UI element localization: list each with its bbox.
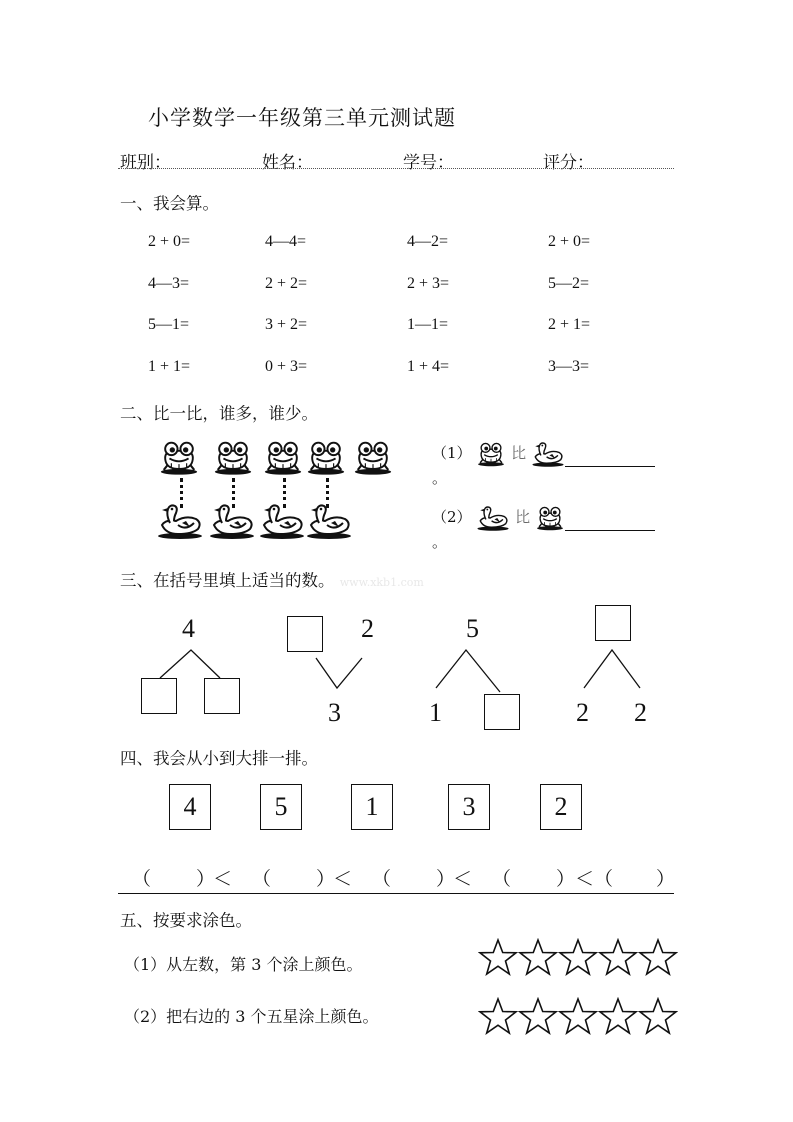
equation: 2 + 0= — [148, 233, 191, 250]
section2-heading: 二、比一比，谁多，谁少。 — [120, 404, 318, 423]
star-outline-icon[interactable] — [558, 938, 598, 976]
close-paren: ） — [656, 869, 676, 890]
frog-icon — [262, 440, 304, 475]
duck-icon — [476, 505, 510, 531]
compare-question-2 — [432, 505, 662, 551]
less-than-sign: ＜ — [575, 869, 595, 890]
order-blank[interactable] — [630, 864, 652, 884]
equation: 4—4= — [265, 233, 307, 250]
equation: 1—1= — [407, 316, 449, 333]
section3-heading — [120, 567, 424, 591]
less-than-sign: ＜ — [213, 869, 233, 890]
frog-icon — [158, 440, 200, 475]
equation: 2 + 3= — [407, 275, 450, 292]
answer-box[interactable] — [484, 694, 520, 730]
question-number: （2） — [432, 508, 472, 526]
equation: 4—2= — [407, 233, 449, 250]
order-blank[interactable] — [530, 864, 552, 884]
tree-left-number: 1 — [429, 698, 442, 727]
number-card: 4 — [169, 784, 211, 830]
equation: 2 + 1= — [548, 316, 591, 333]
open-paren: （ — [492, 869, 512, 890]
order-blank[interactable] — [410, 864, 432, 884]
tree-left-number: 2 — [576, 698, 589, 727]
star-outline-icon[interactable] — [598, 938, 638, 976]
class-label: 班别： — [120, 153, 171, 173]
tree-top-number: 4 — [182, 614, 195, 643]
duck-icon — [258, 503, 306, 539]
header-divider — [118, 168, 674, 169]
frog-icon — [305, 440, 347, 475]
star-outline-icon[interactable] — [638, 938, 678, 976]
period: 。 — [432, 469, 448, 487]
open-paren: （ — [594, 869, 614, 890]
section3-heading-text: 三、在括号里填上适当的数。 — [120, 571, 335, 590]
answer-box[interactable] — [287, 616, 323, 652]
tree-top-number: 5 — [466, 614, 479, 643]
star-outline-icon[interactable] — [518, 938, 558, 976]
open-paren: （ — [372, 869, 392, 890]
equation: 5—2= — [548, 275, 590, 292]
equation: 4—3= — [148, 275, 190, 292]
number-card: 2 — [540, 784, 582, 830]
equation: 3—3= — [548, 358, 590, 375]
answer-box[interactable] — [204, 678, 240, 714]
frog-icon — [535, 505, 565, 531]
answer-blank[interactable] — [565, 450, 655, 467]
section1-heading: 一、我会算。 — [120, 194, 219, 213]
less-than-sign: ＜ — [453, 869, 473, 890]
number-card: 3 — [448, 784, 490, 830]
compare-word: 比 — [515, 508, 531, 526]
star-row-2 — [478, 997, 678, 1035]
star-outline-icon[interactable] — [558, 997, 598, 1035]
duck-icon — [305, 503, 353, 539]
equation: 5—1= — [148, 316, 190, 333]
page-title: 小学数学一年级第三单元测试题 — [148, 106, 456, 130]
frog-icon — [212, 440, 254, 475]
compare-word: 比 — [511, 444, 527, 462]
coloring-question-1: （1）从左数，第 3 个涂上颜色。 — [124, 955, 363, 974]
equation: 1 + 1= — [148, 358, 191, 375]
close-paren: ） — [556, 869, 576, 890]
order-blank[interactable] — [290, 864, 312, 884]
name-label: 姓名： — [262, 153, 313, 173]
number-card: 5 — [260, 784, 302, 830]
score-label: 评分： — [543, 153, 594, 173]
compare-question-1 — [432, 441, 662, 487]
equation: 2 + 0= — [548, 233, 591, 250]
star-row-1 — [478, 938, 678, 976]
close-paren: ） — [196, 869, 216, 890]
frog-icon — [476, 441, 506, 467]
star-outline-icon[interactable] — [598, 997, 638, 1035]
section4-heading: 四、我会从小到大排一排。 — [120, 749, 318, 768]
star-outline-icon[interactable] — [638, 997, 678, 1035]
tree-top-number: 2 — [361, 614, 374, 643]
duck-icon — [531, 441, 565, 467]
equation: 2 + 2= — [265, 275, 308, 292]
equation: 1 + 4= — [407, 358, 450, 375]
number-card: 1 — [351, 784, 393, 830]
question-number: （1） — [432, 444, 472, 462]
tree-bottom-number: 3 — [328, 698, 341, 727]
duck-icon — [208, 503, 256, 539]
answer-box[interactable] — [141, 678, 177, 714]
answer-blank[interactable] — [565, 514, 655, 531]
equation: 0 + 3= — [265, 358, 308, 375]
equation: 3 + 2= — [265, 316, 308, 333]
open-paren: （ — [132, 869, 152, 890]
close-paren: ） — [316, 869, 336, 890]
student-id-label: 学号： — [403, 153, 454, 173]
open-paren: （ — [252, 869, 272, 890]
less-than-sign: ＜ — [333, 869, 353, 890]
star-outline-icon[interactable] — [518, 997, 558, 1035]
watermark-text: www.xkb1.com — [339, 576, 424, 589]
period: 。 — [432, 533, 448, 551]
coloring-question-2: （2）把右边的 3 个五星涂上颜色。 — [124, 1007, 379, 1026]
answer-box[interactable] — [595, 605, 631, 641]
star-outline-icon[interactable] — [478, 938, 518, 976]
frog-icon — [352, 440, 394, 475]
duck-icon — [156, 503, 204, 539]
star-outline-icon[interactable] — [478, 997, 518, 1035]
section5-heading: 五、按要求涂色。 — [120, 911, 252, 930]
close-paren: ） — [436, 869, 456, 890]
tree-right-number: 2 — [634, 698, 647, 727]
ordering-rule — [118, 893, 674, 894]
